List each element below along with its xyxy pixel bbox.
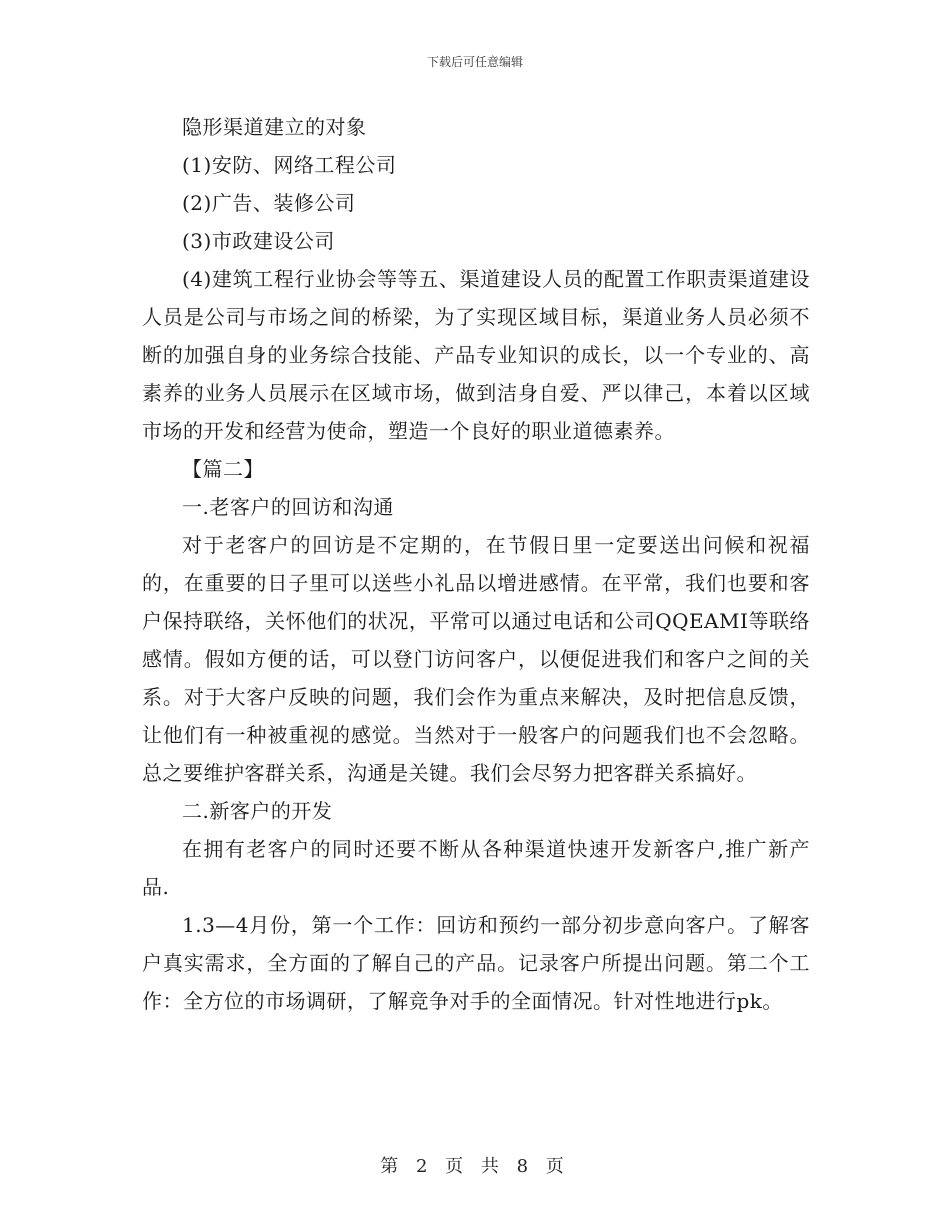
section-heading: 【篇二】 bbox=[182, 457, 264, 481]
paragraph: 1.3—4月份，第一个工作：回访和预约一部分初步意向客户。了解客户真实需求，全方面的了解自己的产品。记录客户所提出问题。第二个工作：全方位的市场调研，了解竞争对手的全面情况。针对性地进行pk。 bbox=[142, 913, 810, 1013]
document-body bbox=[142, 108, 810, 1020]
paragraph: 隐形渠道建立的对象 bbox=[182, 115, 367, 139]
subsection-heading: 二.新客户的开发 bbox=[182, 799, 333, 823]
paragraph: (1)安防、网络工程公司 bbox=[182, 153, 397, 177]
paragraph: (4)建筑工程行业协会等等五、渠道建设人员的配置工作职责渠道建设人员是公司与市场之间的桥梁，为了实现区域目标，渠道业务人员必须不断的加强自身的业务综合技能、产品专业知识的成长，以一个专业的、高素养的业务人员展示在区域市场，做到洁身自爱、严以律己，本着以区域市场的开发和经营为使命，塑造一个良好的职业道德素养。 bbox=[142, 267, 810, 443]
paragraph: (3)市政建设公司 bbox=[182, 229, 335, 253]
header-note: 下载后可任意编辑 bbox=[426, 55, 523, 69]
page-number: 第 2 页 共 8 页 bbox=[380, 1156, 570, 1177]
paragraph: 对于老客户的回访是不定期的，在节假日里一定要送出问候和祝福的，在重要的日子里可以送些小礼品以增进感情。在平常，我们也要和客户保持联络，关怀他们的状况，平常可以通过电话和公司QQEAMI等联络感情。假如方便的话，可以登门访问客户，以便促进我们和客户之间的关系。对于大客户反映的问题，我们会作为重点来解决，及时把信息反馈，让他们有一种被重视的感觉。当然对于一般客户的问题我们也不会忽略。总之要维护客群关系，沟通是关键。我们会尽努力把客群关系搞好。 bbox=[142, 533, 810, 785]
paragraph: 在拥有老客户的同时还要不断从各种渠道快速开发新客户,推广新产品. bbox=[142, 837, 810, 899]
subsection-heading: 一.老客户的回访和沟通 bbox=[182, 495, 394, 519]
paragraph: (2)广告、装修公司 bbox=[182, 191, 356, 215]
